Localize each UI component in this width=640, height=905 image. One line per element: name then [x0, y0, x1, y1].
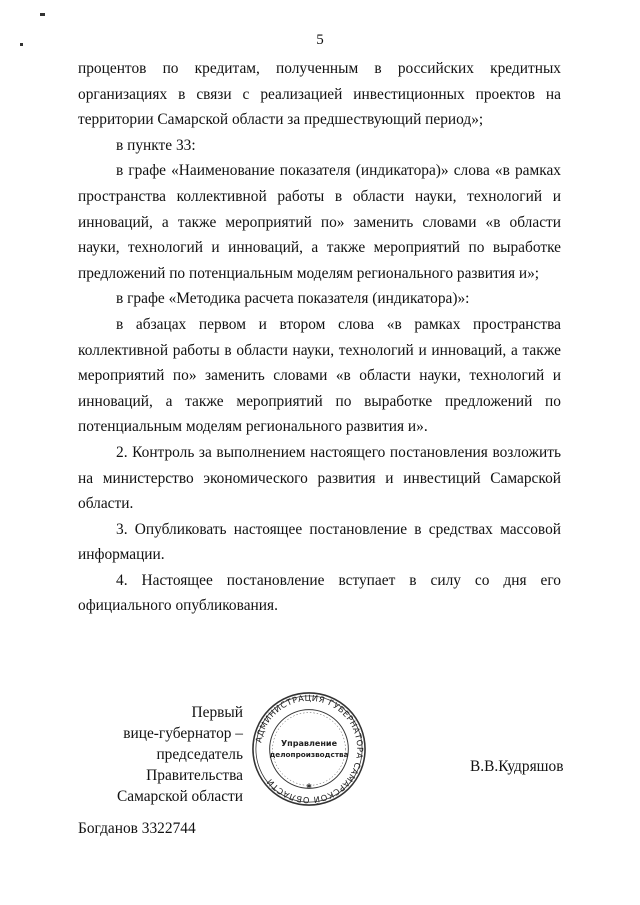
seal-inner-line-2: делопроизводства	[269, 749, 349, 759]
body-paragraph: в графе «Методика расчета показателя (индикатора)»:	[116, 290, 470, 308]
signatory-position	[78, 702, 243, 807]
body-paragraph: 3. Опубликовать настоящее постановление в средствах массовой информации.	[78, 520, 561, 564]
signatory-line: вице-губернатор –	[123, 725, 243, 742]
signatory-line: председатель Правительства	[146, 746, 243, 784]
signatory-line: Самарской области	[116, 788, 243, 805]
executor-info: Богданов 3322744	[78, 820, 196, 837]
seal-outer-text: АДМИНИСТРАЦИЯ ГУБЕРНАТОРА САМАРСКОЙ ОБЛАСТИ	[253, 692, 366, 806]
signer-name: В.В.Кудряшов	[470, 758, 564, 775]
page-number: 5	[316, 32, 324, 48]
seal-inner-line-1: Управление	[280, 739, 338, 749]
document-body	[78, 56, 561, 619]
body-paragraph: 4. Настоящее постановление вступает в силу со дня его официального опубликования.	[78, 571, 561, 615]
official-seal	[250, 690, 368, 808]
scan-mark	[40, 13, 45, 16]
seal-star-icon: ✱	[306, 783, 312, 791]
body-paragraph: в графе «Наименование показателя (индикатора)» слова «в рамках пространства коллективной работы в области науки, технологий и инноваций, а также мероприятий по» заменить словами «в области науки, технологий и инноваций, а также мероприятий по выработке предложений по потенциальным моделям регионального развития и»;	[78, 162, 561, 282]
body-paragraph: процентов по кредитам, полученным в российских кредитных организациях в связи с реализацией инвестиционных проектов на территории Самарской области за предшествующий период»;	[78, 60, 561, 129]
signatory-line: Первый	[191, 704, 243, 721]
body-paragraph: в абзацах первом и втором слова «в рамках пространства коллективной работы в области науки, технологий и инноваций, а также мероприятий по» заменить словами «в области науки, технологий и инноваций, а также мероприятий по выработке предложений по потенциальным моделям регионального развития и».	[78, 315, 561, 436]
body-paragraph: 2. Контроль за выполнением настоящего постановления возложить на министерство экономического развития и инвестиций Самарской области.	[78, 443, 561, 513]
body-paragraph: в пункте 33:	[116, 136, 196, 154]
